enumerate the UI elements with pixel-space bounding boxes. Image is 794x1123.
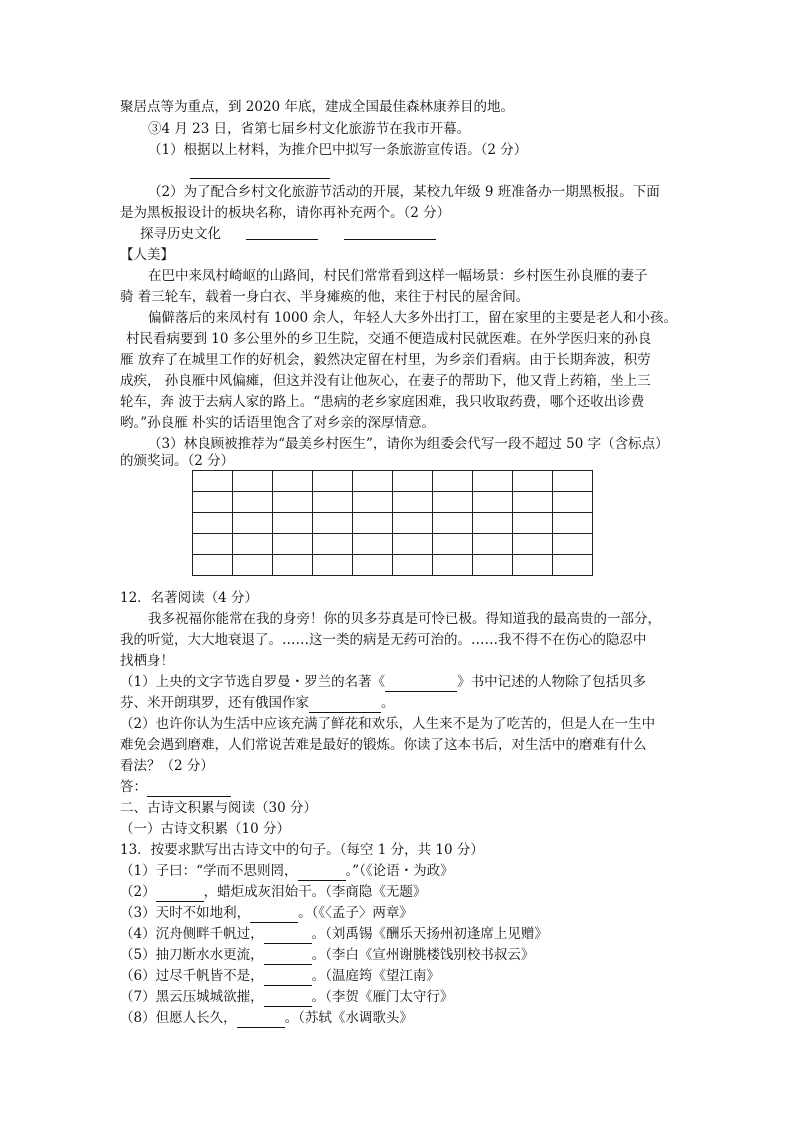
question-12-heading: 12．名著阅读（4 分） bbox=[120, 590, 259, 606]
grid-cell[interactable] bbox=[473, 492, 513, 513]
text-line: 哟。”孙良雁 朴实的话语里饱含了对乡亲的深厚情意。 bbox=[120, 415, 435, 431]
answer-blank[interactable] bbox=[156, 886, 204, 902]
text-segment: 。（李白《宣州谢朓楼饯别校书叔云》 bbox=[311, 947, 535, 963]
grid-cell[interactable] bbox=[393, 534, 433, 555]
text-line: 聚居点等为重点，到 2020 年底，建成全国最佳森林康养目的地。 bbox=[120, 99, 514, 115]
text-line: 在巴中来凤村崎岖的山路间，村民们常常看到这样一幅场景：乡村医生孙良雁的妻子 bbox=[148, 268, 648, 284]
grid-cell[interactable] bbox=[433, 555, 473, 576]
poem-item-7 bbox=[120, 987, 453, 1007]
question-11-1: （1）根据以上材料，为推介巴中拟写一条旅游宣传语。（2 分） bbox=[148, 142, 528, 158]
text-segment: （5）抽刀断水水更流， bbox=[120, 947, 264, 963]
question-12-2: （2）也许你认为生活中应该充满了鲜花和欢乐，人生来不是为了吃苦的，但是人在一生中 bbox=[120, 716, 656, 732]
grid-cell[interactable] bbox=[193, 513, 233, 534]
text-segment: ，蜡炬成灰泪始干。（李商隐《无题》 bbox=[203, 884, 427, 900]
poem-item-5 bbox=[120, 945, 534, 965]
text-segment: 芬、米开朗琪罗，还有俄国作家 bbox=[120, 695, 309, 711]
grid-cell[interactable] bbox=[393, 471, 433, 492]
grid-row bbox=[193, 492, 593, 513]
grid-cell[interactable] bbox=[193, 555, 233, 576]
grid-cell[interactable] bbox=[273, 471, 313, 492]
grid-cell[interactable] bbox=[193, 471, 233, 492]
grid-cell[interactable] bbox=[473, 555, 513, 576]
grid-cell[interactable] bbox=[473, 534, 513, 555]
poem-item-8 bbox=[120, 1008, 413, 1028]
text-line: 成疾， 孙良雁中风偏瘫，但这并没有让他灰心，在妻子的帮助下，他又背上药箱，坐上三 bbox=[120, 373, 651, 389]
text-line: 的颁奖词。（2 分） bbox=[120, 453, 235, 469]
grid-cell[interactable] bbox=[433, 471, 473, 492]
question-11-3: （3）林良顾被推荐为“最美乡村医生”，请你为组委会代写一段不超过 50 字（含标点） bbox=[148, 436, 669, 452]
answer-blank[interactable] bbox=[246, 239, 318, 240]
grid-cell[interactable] bbox=[273, 534, 313, 555]
grid-cell[interactable] bbox=[553, 555, 593, 576]
grid-cell[interactable] bbox=[513, 471, 553, 492]
text-line bbox=[120, 693, 395, 713]
grid-cell[interactable] bbox=[553, 513, 593, 534]
grid-cell[interactable] bbox=[393, 513, 433, 534]
text-line: 是为黑板报设计的板块名称，请你再补充两个。（2 分） bbox=[120, 205, 451, 221]
grid-cell[interactable] bbox=[353, 492, 393, 513]
subsection-heading: （一）古诗文积累（10 分） bbox=[120, 821, 290, 837]
question-12-1 bbox=[120, 672, 646, 692]
grid-cell[interactable] bbox=[313, 555, 353, 576]
grid-cell[interactable] bbox=[233, 471, 273, 492]
text-line: ③4 月 23 日，省第七届乡村文化旅游节在我市开幕。 bbox=[148, 121, 471, 137]
grid-cell[interactable] bbox=[353, 513, 393, 534]
answer-blank[interactable] bbox=[264, 928, 312, 944]
grid-cell[interactable] bbox=[233, 555, 273, 576]
grid-cell[interactable] bbox=[273, 555, 313, 576]
answer-blank[interactable] bbox=[147, 781, 231, 797]
grid-cell[interactable] bbox=[513, 555, 553, 576]
grid-cell[interactable] bbox=[313, 534, 353, 555]
grid-row bbox=[193, 513, 593, 534]
text-line: 骑 着三轮车，载着一身白衣、半身瘫痪的他，来往于村民的屋舍间。 bbox=[120, 289, 530, 305]
answer-label bbox=[120, 777, 231, 797]
grid-cell[interactable] bbox=[433, 513, 473, 534]
text-segment: 答： bbox=[120, 779, 147, 795]
answer-blank[interactable] bbox=[344, 239, 436, 240]
grid-cell[interactable] bbox=[193, 534, 233, 555]
text-segment: 。 bbox=[381, 695, 395, 711]
text-segment: 。（苏轼《水调歌头》 bbox=[284, 1010, 413, 1026]
text-line: 轮车，奔 波于去病人家的路上。“患病的老乡家庭困难，我只收取药费，哪个还收出诊费 bbox=[120, 394, 645, 410]
grid-cell[interactable] bbox=[513, 492, 553, 513]
text-line: 找栖身！ bbox=[120, 653, 174, 669]
grid-cell[interactable] bbox=[353, 555, 393, 576]
grid-cell[interactable] bbox=[273, 492, 313, 513]
text-line: 我多祝福你能常在我的身旁！你的贝多芬真是可怜已极。得知道我的最高贵的一部分， bbox=[148, 611, 661, 627]
grid-cell[interactable] bbox=[433, 534, 473, 555]
poem-item-6 bbox=[120, 966, 440, 986]
answer-blank[interactable] bbox=[264, 970, 312, 986]
grid-cell[interactable] bbox=[233, 513, 273, 534]
text-line: 雁 放弃了在城里工作的好机会，毅然决定留在村里，为乡亲们看病。由于长期奔波，积劳 bbox=[120, 352, 651, 368]
grid-cell[interactable] bbox=[313, 492, 353, 513]
grid-cell[interactable] bbox=[233, 492, 273, 513]
poem-item-3 bbox=[120, 903, 413, 923]
grid-cell[interactable] bbox=[553, 534, 593, 555]
answer-blank[interactable] bbox=[264, 991, 312, 1007]
grid-row bbox=[193, 471, 593, 492]
poem-item-4 bbox=[120, 924, 548, 944]
grid-cell[interactable] bbox=[193, 492, 233, 513]
answer-blank[interactable] bbox=[309, 697, 381, 713]
text-segment: （7）黑云压城城欲摧， bbox=[120, 989, 264, 1005]
grid-cell[interactable] bbox=[313, 513, 353, 534]
section-heading: 【人美】 bbox=[120, 247, 174, 263]
grid-row bbox=[193, 555, 593, 576]
text-segment: 。（温庭筠《望江南》 bbox=[311, 968, 440, 984]
grid-row bbox=[193, 534, 593, 555]
answer-blank[interactable] bbox=[237, 1012, 285, 1028]
text-line: 村民看病要到 10 多公里外的乡卫生院，交通不便造成村民就医难。在外学医归来的孙良 bbox=[126, 331, 652, 347]
text-segment: （8）但愿人长久， bbox=[120, 1010, 237, 1026]
grid-cell[interactable] bbox=[553, 471, 593, 492]
question-11-2: （2）为了配合乡村文化旅游节活动的开展，某校九年级 9 班准备办一期黑板报。下面 bbox=[148, 184, 660, 200]
grid-cell[interactable] bbox=[313, 471, 353, 492]
answer-grid[interactable] bbox=[192, 470, 593, 576]
grid-cell[interactable] bbox=[433, 492, 473, 513]
text-line: 难免会遇到磨难，人们常说苦难是最好的锻炼。你读了这本书后，对生活中的磨难有什么 bbox=[120, 737, 647, 753]
text-segment: 》书中记述的人物除了包括贝多 bbox=[457, 674, 647, 690]
grid-cell[interactable] bbox=[553, 492, 593, 513]
text-segment: 。（李贺《雁门太守行》 bbox=[311, 989, 454, 1005]
text-line: 看法？（2 分） bbox=[120, 758, 214, 774]
grid-cell[interactable] bbox=[353, 471, 393, 492]
grid-cell[interactable] bbox=[273, 513, 313, 534]
poem-item-1 bbox=[120, 861, 454, 881]
text-segment: 。（刘禹锡《酬乐天扬州初逢席上见赠》 bbox=[311, 926, 548, 942]
text-segment: （4）沉舟侧畔千帆过， bbox=[120, 926, 264, 942]
answer-blank[interactable] bbox=[264, 949, 312, 965]
board-section-name: 探寻历史文化 bbox=[140, 226, 221, 242]
text-line: 偏僻落后的来凤村有 1000 余人，年轻人大多外出打工，留在家里的主要是老人和小孩。 bbox=[148, 310, 677, 326]
answer-blank[interactable] bbox=[385, 676, 457, 692]
grid-cell[interactable] bbox=[473, 513, 513, 534]
text-segment: （2） bbox=[120, 884, 156, 900]
text-segment: 。”（《论语・为政》 bbox=[345, 863, 454, 879]
grid-cell[interactable] bbox=[393, 492, 433, 513]
text-segment: （1）子曰：“学而不思则罔， bbox=[120, 863, 298, 879]
question-13-heading: 13．按要求默写出古诗文中的句子。（每空 1 分，共 10 分） bbox=[120, 842, 484, 858]
grid-cell[interactable] bbox=[233, 534, 273, 555]
answer-blank[interactable] bbox=[190, 178, 330, 179]
grid-cell[interactable] bbox=[513, 513, 553, 534]
text-segment: 。（《〈孟子〉两章》 bbox=[298, 905, 413, 921]
grid-cell[interactable] bbox=[473, 471, 513, 492]
grid-cell[interactable] bbox=[393, 555, 433, 576]
answer-blank[interactable] bbox=[298, 865, 346, 881]
text-segment: （1）上央的文字节选自罗曼・罗兰的名著《 bbox=[120, 674, 386, 690]
text-line: 我的听觉，大大地衰退了。……这一类的病是无药可治的。……我不得不在伤心的隐忍中 bbox=[120, 632, 647, 648]
text-segment: （3）天时不如地利， bbox=[120, 905, 251, 921]
grid-cell[interactable] bbox=[513, 534, 553, 555]
grid-cell[interactable] bbox=[353, 534, 393, 555]
poem-item-2 bbox=[120, 882, 426, 902]
text-segment: （6）过尽千帆皆不是， bbox=[120, 968, 264, 984]
part-2-heading: 二、古诗文积累与阅读（30 分） bbox=[120, 800, 317, 816]
answer-blank[interactable] bbox=[250, 907, 298, 923]
